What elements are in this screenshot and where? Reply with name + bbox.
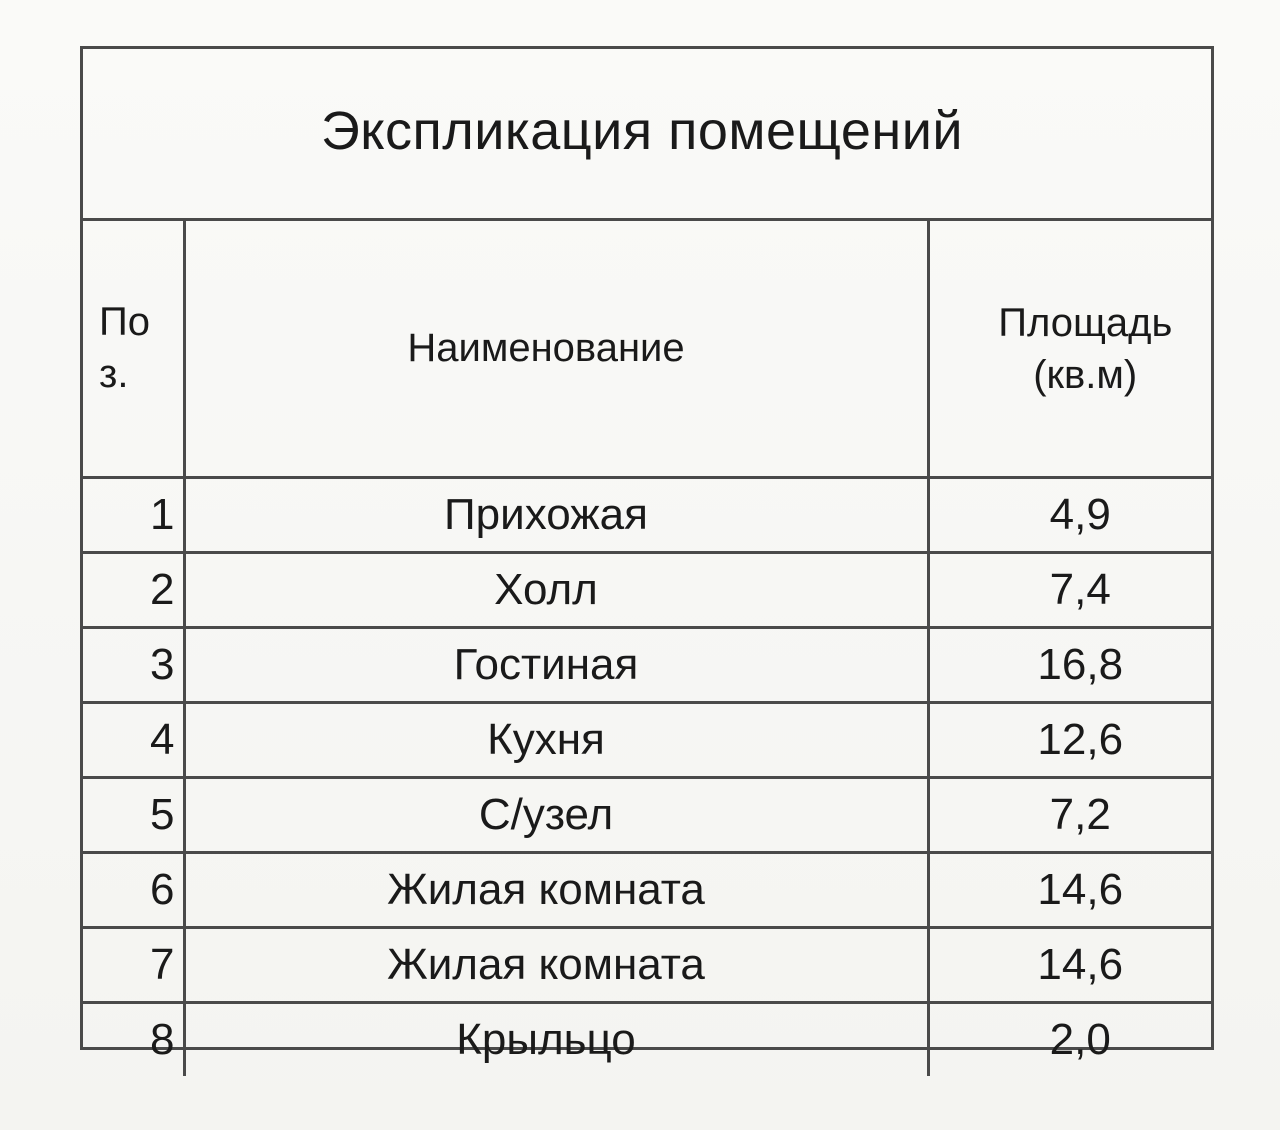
- header-area: [928, 221, 1211, 477]
- header-area-line1: Площадь: [998, 301, 1173, 346]
- row-name: Гостиная: [184, 627, 928, 702]
- row-name: Жилая комната: [184, 852, 928, 927]
- row-position: 4: [83, 702, 184, 777]
- row-position: 3: [83, 627, 184, 702]
- table-row: [83, 1002, 1211, 1076]
- table-row: [83, 552, 1211, 627]
- row-area: 2,0: [1049, 1014, 1111, 1064]
- header-area-line2: (кв.м): [1033, 353, 1138, 398]
- row-name: Холл: [184, 552, 928, 627]
- table-row: [83, 477, 1211, 552]
- row-name: Жилая комната: [184, 927, 928, 1002]
- row-name: С/узел: [184, 777, 928, 852]
- header-row: [83, 221, 1211, 477]
- row-area: 14,6: [928, 927, 1211, 1002]
- row-name: Кухня: [184, 702, 928, 777]
- table-row: [83, 702, 1211, 777]
- row-name: Прихожая: [184, 477, 928, 552]
- table-row: [83, 852, 1211, 927]
- row-area: 7,4: [928, 552, 1211, 627]
- row-name: Крыльцо: [184, 1002, 928, 1076]
- room-explication-table: [80, 46, 1214, 1064]
- row-area: 7,2: [928, 777, 1211, 852]
- table-row: [83, 927, 1211, 1002]
- row-area: 16,8: [928, 627, 1211, 702]
- row-position: 6: [83, 852, 184, 927]
- row-area: 4,9: [928, 477, 1211, 552]
- row-position: 1: [83, 477, 184, 552]
- header-position-line1: По: [99, 300, 150, 345]
- row-position: 7: [83, 927, 184, 1002]
- header-position: [83, 221, 184, 477]
- row-area: 12,6: [928, 702, 1211, 777]
- table-row: [83, 777, 1211, 852]
- table-row: [83, 627, 1211, 702]
- table-title: Экспликация помещений: [320, 100, 964, 161]
- row-area: 14,6: [928, 852, 1211, 927]
- table-title-row: [83, 49, 1211, 221]
- explication-grid: [83, 221, 1211, 1076]
- row-position: 2: [83, 552, 184, 627]
- header-name: Наименование: [184, 221, 928, 477]
- header-position-line2: з.: [99, 352, 129, 397]
- row-position: 5: [83, 777, 184, 852]
- row-position: 8: [83, 1002, 184, 1076]
